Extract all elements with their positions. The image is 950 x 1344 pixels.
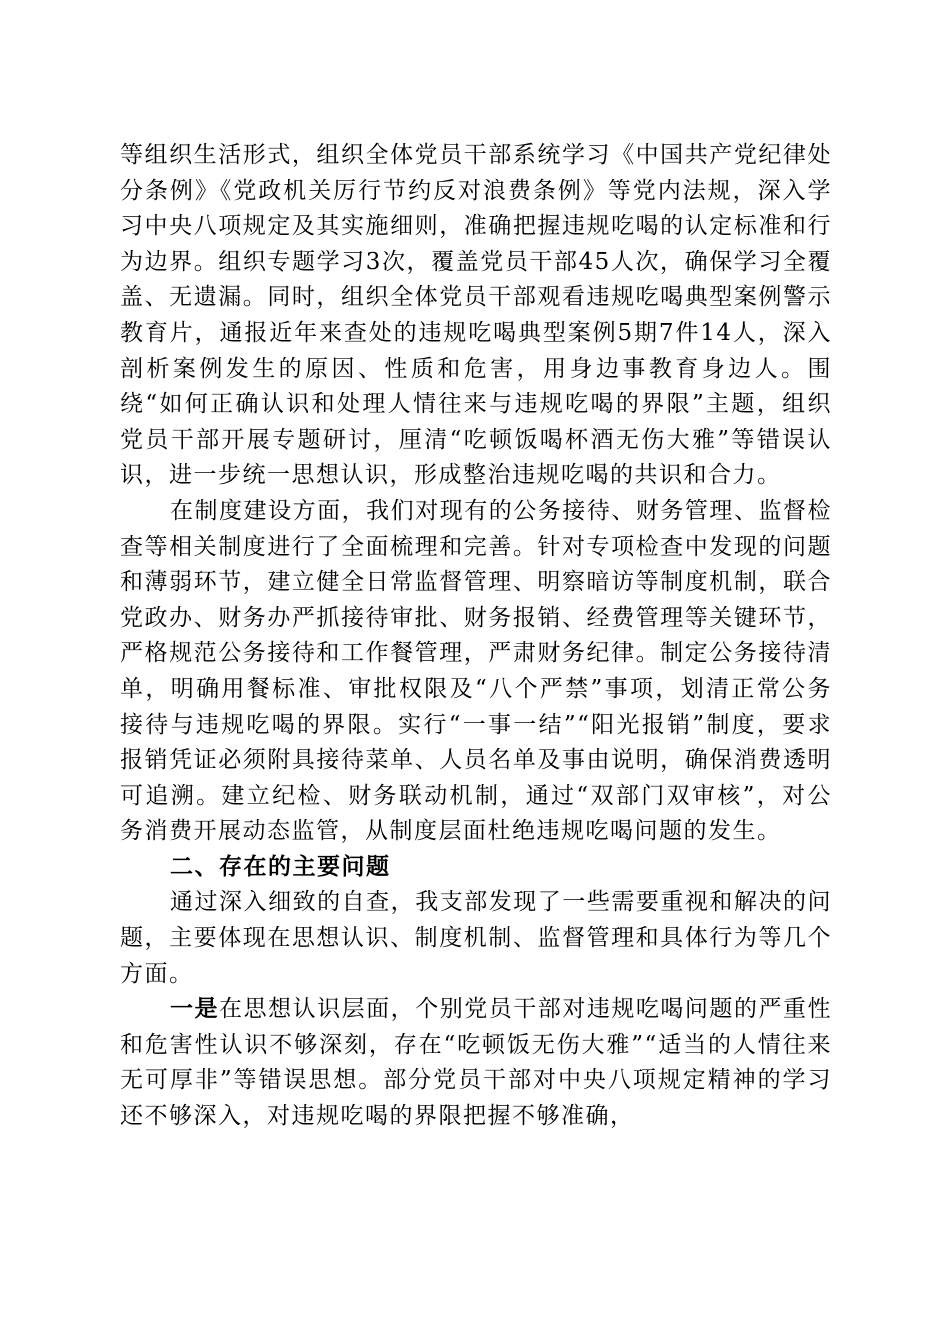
paragraph-ideological-text: 在思想认识层面，个别党员干部对违规吃喝问题的严重性和危害性认识不够深刻，存在“吃顿饭无伤大雅”“适当的人情往来无可厚非”等错误思想。部分党员干部对中央八项规定精神的学习还不够深入，对违规吃喝的界限把握不够准确， — [120, 996, 833, 1130]
paragraph-self-check-intro: 通过深入细致的自查，我支部发现了一些需要重视和解决的问题，主要体现在思想认识、制度机制、监督管理和具体行为等几个方面。 — [120, 889, 832, 987]
paragraph-study-activities: 等组织生活形式，组织全体党员干部系统学习《中国共产党纪律处分条例》《党政机关厉行节约反对浪费条例》等党内法规，深入学习中央八项规定及其实施细则，准确把握违规吃喝的认定标准和行为边界。组织专题学习3次，覆盖党员干部45人次，确保学习全覆盖、无遗漏。同时，组织全体党员干部观看违规吃喝典型案例警示教育片，通报近年来查处的违规吃喝典型案例5期7件14人，深入剖析案例发生的原因、性质和危害，用身边事教育身边人。围绕“如何正确认识和处理人情往来与违规吃喝的界限”主题，组织党员干部开展专题研讨，厘清“吃顿饭喝杯酒无伤大雅”等错误认识，进一步统一思想认识，形成整治违规吃喝的共识和合力。 — [120, 142, 832, 489]
paragraph-system-building: 在制度建设方面，我们对现有的公务接待、财务管理、监督检查等相关制度进行了全面梳理和完善。针对专项检查中发现的问题和薄弱环节，建立健全日常监督管理、明察暗访等制度机制，联合党政办、财务办严抓接待审批、财务报销、经费管理等关键环节，严格规范公务接待和工作餐管理，严肃财务纪律。制定公务接待清单，明确用餐标准、审批权限及“八个严禁”事项，划清正常公务接待与违规吃喝的界限。实行“一事一结”“阳光报销”制度，要求报销凭证必须附具接待菜单、人员名单及事由说明，确保消费透明可追溯。建立纪检、财务联动机制，通过“双部门双审核”，对公务消费开展动态监管，从制度层面杜绝违规吃喝问题的发生。 — [120, 497, 832, 845]
paragraph-lead-label: 一是 — [170, 996, 220, 1023]
section-heading-main-problems: 二、存在的主要问题 — [170, 853, 391, 880]
paragraph-ideological-issues — [120, 992, 832, 1134]
document-body — [120, 138, 832, 1135]
